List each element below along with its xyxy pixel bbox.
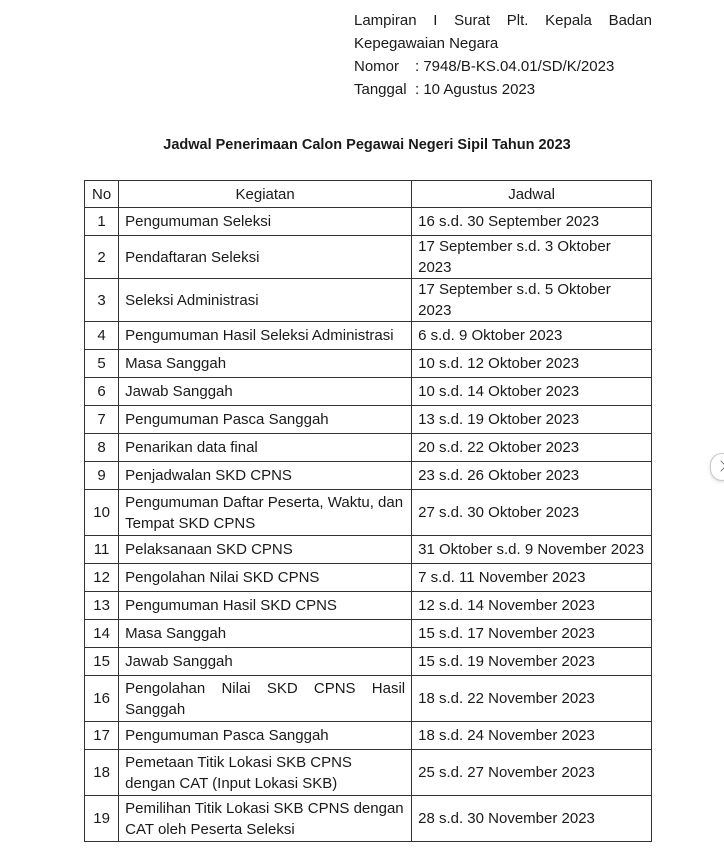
table-row (85, 406, 652, 434)
header-kegiatan: Kegiatan (119, 181, 412, 208)
row-kegiatan: Masa Sanggah (119, 350, 412, 378)
header-jadwal: Jadwal (412, 181, 652, 208)
row-jadwal: 17 September s.d. 5 Oktober 2023 (412, 279, 652, 322)
row-no: 1 (85, 208, 119, 236)
row-no: 14 (85, 620, 119, 648)
row-no: 12 (85, 564, 119, 592)
table-row (85, 648, 652, 676)
row-no: 7 (85, 406, 119, 434)
table-row (85, 350, 652, 378)
row-no: 19 (85, 796, 119, 842)
table-row (85, 236, 652, 279)
row-jadwal: 17 September s.d. 3 Oktober 2023 (412, 236, 652, 279)
row-no: 16 (85, 676, 119, 722)
nomor-value: : 7948/B-KS.04.01/SD/K/2023 (415, 58, 615, 75)
row-jadwal: 13 s.d. 19 Oktober 2023 (412, 406, 652, 434)
table-row (85, 322, 652, 350)
header-no: No (85, 181, 119, 208)
row-jadwal: 18 s.d. 22 November 2023 (412, 676, 652, 722)
row-jadwal: 20 s.d. 22 Oktober 2023 (412, 434, 652, 462)
row-kegiatan: Pemilihan Titik Lokasi SKB CPNS dengan CAT oleh Peserta Seleksi (119, 796, 412, 842)
table-row (85, 564, 652, 592)
row-no: 3 (85, 279, 119, 322)
row-kegiatan: Pengumuman Hasil Seleksi Administrasi (119, 322, 412, 350)
chevron-right-icon (715, 460, 724, 471)
reference-word: Badan (608, 12, 652, 29)
tanggal-label: Tanggal (354, 81, 407, 98)
nomor-row (354, 55, 652, 78)
tanggal-value: : 10 Agustus 2023 (415, 81, 536, 98)
row-kegiatan: Pengolahan Nilai SKD CPNS Hasil Sanggah (119, 676, 412, 722)
row-no: 8 (85, 434, 119, 462)
row-jadwal: 28 s.d. 30 November 2023 (412, 796, 652, 842)
row-kegiatan: Pengumuman Seleksi (119, 208, 412, 236)
letter-reference (354, 9, 652, 101)
schedule-table (84, 180, 652, 842)
table-row (85, 378, 652, 406)
table-row (85, 676, 652, 722)
row-no: 13 (85, 592, 119, 620)
reference-line-1 (354, 9, 652, 32)
row-kegiatan: Jawab Sanggah (119, 648, 412, 676)
row-kegiatan: Pengumuman Pasca Sanggah (119, 406, 412, 434)
row-jadwal: 27 s.d. 30 Oktober 2023 (412, 490, 652, 536)
table-row (85, 722, 652, 750)
row-kegiatan: Pelaksanaan SKD CPNS (119, 536, 412, 564)
row-jadwal: 10 s.d. 14 Oktober 2023 (412, 378, 652, 406)
row-kegiatan: Pengumuman Daftar Peserta, Waktu, dan Tempat SKD CPNS (119, 490, 412, 536)
row-no: 5 (85, 350, 119, 378)
reference-word: Kepala (545, 12, 592, 29)
row-no: 11 (85, 536, 119, 564)
row-jadwal: 23 s.d. 26 Oktober 2023 (412, 462, 652, 490)
reference-word: Surat (454, 12, 491, 29)
row-jadwal: 25 s.d. 27 November 2023 (412, 750, 652, 796)
tanggal-row (354, 78, 652, 101)
reference-line-2: Kepegawaian Negara (354, 35, 499, 52)
reference-word: I (433, 12, 438, 29)
table-header-row (85, 181, 652, 208)
row-jadwal: 31 Oktober s.d. 9 November 2023 (412, 536, 652, 564)
table-row (85, 592, 652, 620)
nomor-label: Nomor (354, 58, 400, 75)
table-row (85, 536, 652, 564)
row-kegiatan: Pengumuman Hasil SKD CPNS (119, 592, 412, 620)
row-kegiatan: Masa Sanggah (119, 620, 412, 648)
table-row (85, 796, 652, 842)
table-row (85, 279, 652, 322)
row-kegiatan: Penjadwalan SKD CPNS (119, 462, 412, 490)
document-title: Jadwal Penerimaan Calon Pegawai Negeri Sipil Tahun 2023 (163, 137, 571, 153)
table-row (85, 462, 652, 490)
row-no: 18 (85, 750, 119, 796)
table-row (85, 620, 652, 648)
reference-word: Plt. (506, 12, 529, 29)
row-kegiatan: Jawab Sanggah (119, 378, 412, 406)
row-jadwal: 15 s.d. 19 November 2023 (412, 648, 652, 676)
row-kegiatan: Penarikan data final (119, 434, 412, 462)
row-no: 15 (85, 648, 119, 676)
row-jadwal: 12 s.d. 14 November 2023 (412, 592, 652, 620)
row-no: 17 (85, 722, 119, 750)
reference-word: Lampiran (354, 12, 417, 29)
row-jadwal: 6 s.d. 9 Oktober 2023 (412, 322, 652, 350)
row-jadwal: 18 s.d. 24 November 2023 (412, 722, 652, 750)
table-row (85, 490, 652, 536)
row-kegiatan: Seleksi Administrasi (119, 279, 412, 322)
table-row (85, 750, 652, 796)
row-kegiatan: Pendaftaran Seleksi (119, 236, 412, 279)
row-no: 9 (85, 462, 119, 490)
next-page-button[interactable] (710, 453, 724, 481)
row-no: 10 (85, 490, 119, 536)
row-no: 2 (85, 236, 119, 279)
row-jadwal: 10 s.d. 12 Oktober 2023 (412, 350, 652, 378)
row-no: 6 (85, 378, 119, 406)
row-jadwal: 16 s.d. 30 September 2023 (412, 208, 652, 236)
table-row (85, 434, 652, 462)
row-kegiatan: Pengumuman Pasca Sanggah (119, 722, 412, 750)
row-kegiatan: Pengolahan Nilai SKD CPNS (119, 564, 412, 592)
row-jadwal: 15 s.d. 17 November 2023 (412, 620, 652, 648)
row-kegiatan: Pemetaan Titik Lokasi SKB CPNS dengan CAT (Input Lokasi SKB) (119, 750, 412, 796)
table-row (85, 208, 652, 236)
row-jadwal: 7 s.d. 11 November 2023 (412, 564, 652, 592)
row-no: 4 (85, 322, 119, 350)
